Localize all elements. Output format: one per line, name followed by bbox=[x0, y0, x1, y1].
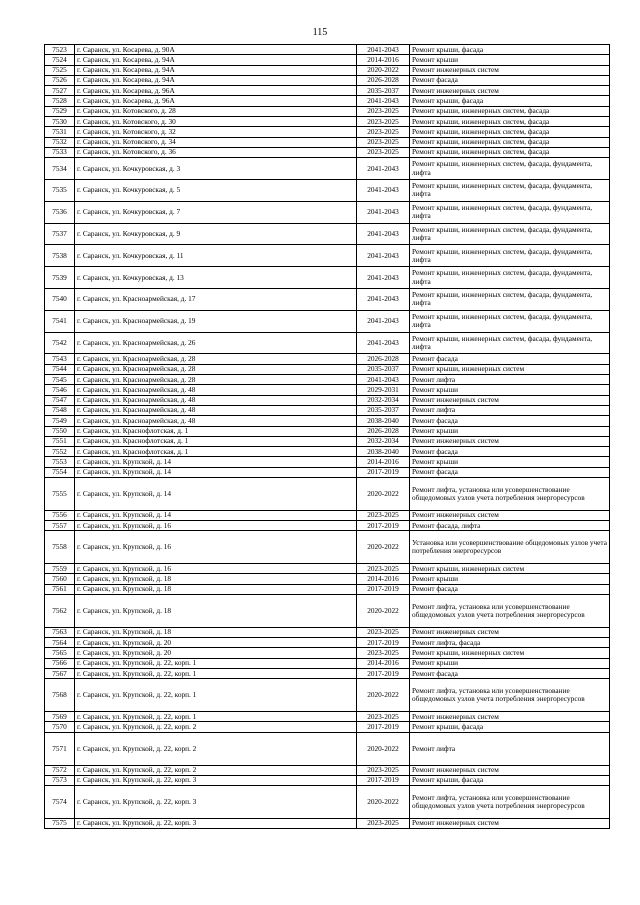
row-number: 7532 bbox=[45, 137, 75, 147]
row-number: 7561 bbox=[45, 584, 75, 594]
table-row bbox=[45, 310, 610, 332]
table-row bbox=[45, 531, 610, 564]
row-number: 7528 bbox=[45, 96, 75, 106]
row-period: 2026-2028 bbox=[357, 75, 410, 85]
row-period: 2041-2043 bbox=[357, 158, 410, 180]
row-period: 2020-2022 bbox=[357, 595, 410, 628]
row-address: г. Саранск, ул. Косарева, д. 96А bbox=[75, 96, 357, 106]
row-address: г. Саранск, ул. Красноармейская, д. 48 bbox=[75, 416, 357, 426]
row-work-type: Ремонт крыши, инженерных систем, фасада, фундамента, лифта bbox=[410, 201, 610, 223]
row-work-type: Ремонт инженерных систем bbox=[410, 627, 610, 637]
row-period: 2020-2022 bbox=[357, 732, 410, 765]
row-address: г. Саранск, ул. Косарева, д. 90А bbox=[75, 45, 357, 55]
row-work-type: Ремонт крыши, инженерных систем, фасада, фундамента, лифта bbox=[410, 180, 610, 202]
row-work-type: Ремонт лифта bbox=[410, 375, 610, 385]
row-address: г. Саранск, ул. Крупской, д. 22, корп. 1 bbox=[75, 712, 357, 722]
table-row bbox=[45, 627, 610, 637]
table-row bbox=[45, 127, 610, 137]
row-work-type: Ремонт инженерных систем bbox=[410, 712, 610, 722]
row-work-type: Ремонт крыши, инженерных систем, фасада bbox=[410, 117, 610, 127]
row-work-type: Ремонт лифта, установка или усовершенствование общедомовых узлов учета потребления энергоресурсов bbox=[410, 595, 610, 628]
row-number: 7540 bbox=[45, 289, 75, 311]
row-period: 2041-2043 bbox=[357, 310, 410, 332]
table-row bbox=[45, 332, 610, 354]
row-number: 7562 bbox=[45, 595, 75, 628]
row-period: 2038-2040 bbox=[357, 416, 410, 426]
row-period: 2023-2025 bbox=[357, 627, 410, 637]
row-period: 2014-2016 bbox=[357, 574, 410, 584]
row-work-type: Ремонт крыши, инженерных систем, фасада, фундамента, лифта bbox=[410, 332, 610, 354]
row-address: г. Саранск, ул. Крупской, д. 22, корп. 2 bbox=[75, 722, 357, 732]
table-row bbox=[45, 457, 610, 467]
row-period: 2014-2016 bbox=[357, 658, 410, 668]
row-address: г. Саранск, ул. Косарева, д. 96А bbox=[75, 86, 357, 96]
row-work-type: Ремонт фасада bbox=[410, 584, 610, 594]
row-work-type: Ремонт крыши, фасада bbox=[410, 722, 610, 732]
row-period: 2026-2028 bbox=[357, 426, 410, 436]
row-address: г. Саранск, ул. Котовского, д. 28 bbox=[75, 106, 357, 116]
row-period: 2020-2022 bbox=[357, 478, 410, 511]
row-period: 2017-2019 bbox=[357, 521, 410, 531]
row-number: 7573 bbox=[45, 775, 75, 785]
table-row bbox=[45, 75, 610, 85]
row-period: 2023-2025 bbox=[357, 137, 410, 147]
table-row bbox=[45, 775, 610, 785]
row-period: 2020-2022 bbox=[357, 531, 410, 564]
row-address: г. Саранск, ул. Крупской, д. 22, корп. 3 bbox=[75, 775, 357, 785]
row-address: г. Саранск, ул. Крупской, д. 22, корп. 2 bbox=[75, 732, 357, 765]
row-number: 7557 bbox=[45, 521, 75, 531]
row-work-type: Ремонт крыши, инженерных систем bbox=[410, 648, 610, 658]
table-row bbox=[45, 147, 610, 157]
row-work-type: Ремонт фасада bbox=[410, 75, 610, 85]
table-row bbox=[45, 395, 610, 405]
table-row bbox=[45, 65, 610, 75]
row-work-type: Ремонт лифта, установка или усовершенствование общедомовых узлов учета потребления энергоресурсов bbox=[410, 679, 610, 712]
row-work-type: Ремонт лифта, установка или усовершенствование общедомовых узлов учета потребления энергоресурсов bbox=[410, 786, 610, 819]
table-row bbox=[45, 158, 610, 180]
row-address: г. Саранск, ул. Косарева, д. 94А bbox=[75, 55, 357, 65]
row-period: 2023-2025 bbox=[357, 147, 410, 157]
table-row bbox=[45, 45, 610, 55]
row-period: 2017-2019 bbox=[357, 775, 410, 785]
row-work-type: Ремонт фасада, лифта bbox=[410, 521, 610, 531]
row-number: 7546 bbox=[45, 385, 75, 395]
row-address: г. Саранск, ул. Крупской, д. 18 bbox=[75, 595, 357, 628]
row-address: г. Саранск, ул. Котовского, д. 30 bbox=[75, 117, 357, 127]
row-period: 2017-2019 bbox=[357, 467, 410, 477]
row-address: г. Саранск, ул. Котовского, д. 34 bbox=[75, 137, 357, 147]
row-period: 2035-2037 bbox=[357, 86, 410, 96]
row-period: 2038-2040 bbox=[357, 447, 410, 457]
row-address: г. Саранск, ул. Красноармейская, д. 28 bbox=[75, 364, 357, 374]
row-number: 7570 bbox=[45, 722, 75, 732]
row-address: г. Саранск, ул. Красноармейская, д. 28 bbox=[75, 375, 357, 385]
row-period: 2017-2019 bbox=[357, 722, 410, 732]
row-period: 2023-2025 bbox=[357, 818, 410, 828]
row-period: 2041-2043 bbox=[357, 201, 410, 223]
table-row bbox=[45, 180, 610, 202]
row-number: 7559 bbox=[45, 564, 75, 574]
table-row bbox=[45, 289, 610, 311]
row-work-type: Ремонт инженерных систем bbox=[410, 86, 610, 96]
row-period: 2023-2025 bbox=[357, 564, 410, 574]
row-number: 7523 bbox=[45, 45, 75, 55]
row-number: 7574 bbox=[45, 786, 75, 819]
row-address: г. Саранск, ул. Крупской, д. 16 bbox=[75, 564, 357, 574]
row-work-type: Ремонт крыши, инженерных систем, фасада, фундамента, лифта bbox=[410, 289, 610, 311]
row-number: 7556 bbox=[45, 510, 75, 520]
row-address: г. Саранск, ул. Крупской, д. 16 bbox=[75, 521, 357, 531]
row-address: г. Саранск, ул. Котовского, д. 36 bbox=[75, 147, 357, 157]
row-number: 7547 bbox=[45, 395, 75, 405]
row-number: 7569 bbox=[45, 712, 75, 722]
row-address: г. Саранск, ул. Краснофлотская, д. 1 bbox=[75, 436, 357, 446]
table-row bbox=[45, 416, 610, 426]
row-address: г. Саранск, ул. Красноармейская, д. 48 bbox=[75, 385, 357, 395]
row-address: г. Саранск, ул. Косарева, д. 94А bbox=[75, 65, 357, 75]
table-row bbox=[45, 510, 610, 520]
row-work-type: Ремонт крыши, инженерных систем, фасада bbox=[410, 127, 610, 137]
table-row bbox=[45, 712, 610, 722]
row-number: 7534 bbox=[45, 158, 75, 180]
row-work-type: Ремонт крыши, инженерных систем, фасада, фундамента, лифта bbox=[410, 158, 610, 180]
row-work-type: Ремонт крыши, инженерных систем, фасада bbox=[410, 106, 610, 116]
row-number: 7529 bbox=[45, 106, 75, 116]
row-address: г. Саранск, ул. Котовского, д. 32 bbox=[75, 127, 357, 137]
row-number: 7530 bbox=[45, 117, 75, 127]
table-row bbox=[45, 638, 610, 648]
row-address: г. Саранск, ул. Крупской, д. 20 bbox=[75, 638, 357, 648]
table-row bbox=[45, 137, 610, 147]
row-address: г. Саранск, ул. Крупской, д. 14 bbox=[75, 457, 357, 467]
row-address: г. Саранск, ул. Крупской, д. 18 bbox=[75, 574, 357, 584]
row-work-type: Ремонт крыши, инженерных систем, фасада bbox=[410, 147, 610, 157]
row-work-type: Установка или усовершенствование общедомовых узлов учета потребления энергоресурсов bbox=[410, 531, 610, 564]
table-row bbox=[45, 467, 610, 477]
row-number: 7538 bbox=[45, 245, 75, 267]
row-work-type: Ремонт крыши, фасада bbox=[410, 45, 610, 55]
table-row bbox=[45, 426, 610, 436]
table-row bbox=[45, 447, 610, 457]
row-period: 2032-2034 bbox=[357, 395, 410, 405]
row-number: 7541 bbox=[45, 310, 75, 332]
row-period: 2035-2037 bbox=[357, 364, 410, 374]
row-work-type: Ремонт крыши bbox=[410, 55, 610, 65]
row-period: 2041-2043 bbox=[357, 96, 410, 106]
row-number: 7531 bbox=[45, 127, 75, 137]
table-row bbox=[45, 722, 610, 732]
row-address: г. Саранск, ул. Крупской, д. 16 bbox=[75, 531, 357, 564]
row-period: 2026-2028 bbox=[357, 354, 410, 364]
row-address: г. Саранск, ул. Кочкуровская, д. 11 bbox=[75, 245, 357, 267]
row-address: г. Саранск, ул. Красноармейская, д. 17 bbox=[75, 289, 357, 311]
row-number: 7545 bbox=[45, 375, 75, 385]
row-address: г. Саранск, ул. Красноармейская, д. 19 bbox=[75, 310, 357, 332]
row-address: г. Саранск, ул. Крупской, д. 22, корп. 3 bbox=[75, 786, 357, 819]
row-work-type: Ремонт фасада bbox=[410, 447, 610, 457]
row-period: 2041-2043 bbox=[357, 289, 410, 311]
row-number: 7533 bbox=[45, 147, 75, 157]
row-work-type: Ремонт крыши, инженерных систем, фасада, фундамента, лифта bbox=[410, 310, 610, 332]
row-period: 2020-2022 bbox=[357, 679, 410, 712]
row-number: 7565 bbox=[45, 648, 75, 658]
row-address: г. Саранск, ул. Крупской, д. 14 bbox=[75, 467, 357, 477]
row-number: 7544 bbox=[45, 364, 75, 374]
row-number: 7572 bbox=[45, 765, 75, 775]
row-work-type: Ремонт крыши, инженерных систем bbox=[410, 364, 610, 374]
table-row bbox=[45, 117, 610, 127]
row-work-type: Ремонт лифта bbox=[410, 405, 610, 415]
row-address: г. Саранск, ул. Крупской, д. 22, корп. 1 bbox=[75, 669, 357, 679]
row-period: 2041-2043 bbox=[357, 245, 410, 267]
row-number: 7526 bbox=[45, 75, 75, 85]
table-row bbox=[45, 595, 610, 628]
row-period: 2035-2037 bbox=[357, 405, 410, 415]
table-row bbox=[45, 584, 610, 594]
table-row bbox=[45, 436, 610, 446]
row-number: 7550 bbox=[45, 426, 75, 436]
row-number: 7524 bbox=[45, 55, 75, 65]
row-work-type: Ремонт фасада bbox=[410, 467, 610, 477]
row-period: 2014-2016 bbox=[357, 55, 410, 65]
table-row bbox=[45, 364, 610, 374]
row-address: г. Саранск, ул. Косарева, д. 94А bbox=[75, 75, 357, 85]
row-address: г. Саранск, ул. Кочкуровская, д. 3 bbox=[75, 158, 357, 180]
row-period: 2023-2025 bbox=[357, 106, 410, 116]
row-number: 7537 bbox=[45, 223, 75, 245]
row-period: 2017-2019 bbox=[357, 669, 410, 679]
row-period: 2041-2043 bbox=[357, 267, 410, 289]
table-row bbox=[45, 267, 610, 289]
row-number: 7558 bbox=[45, 531, 75, 564]
row-work-type: Ремонт крыши bbox=[410, 457, 610, 467]
row-period: 2029-2031 bbox=[357, 385, 410, 395]
row-work-type: Ремонт фасада bbox=[410, 354, 610, 364]
row-number: 7539 bbox=[45, 267, 75, 289]
row-period: 2020-2022 bbox=[357, 786, 410, 819]
row-number: 7553 bbox=[45, 457, 75, 467]
row-number: 7571 bbox=[45, 732, 75, 765]
row-number: 7525 bbox=[45, 65, 75, 75]
row-number: 7535 bbox=[45, 180, 75, 202]
table-row bbox=[45, 478, 610, 511]
row-period: 2041-2043 bbox=[357, 45, 410, 55]
row-period: 2014-2016 bbox=[357, 457, 410, 467]
table-row bbox=[45, 385, 610, 395]
table-row bbox=[45, 732, 610, 765]
table-row bbox=[45, 574, 610, 584]
row-address: г. Саранск, ул. Красноармейская, д. 26 bbox=[75, 332, 357, 354]
row-address: г. Саранск, ул. Крупской, д. 20 bbox=[75, 648, 357, 658]
row-period: 2032-2034 bbox=[357, 436, 410, 446]
row-address: г. Саранск, ул. Краснофлотская, д. 1 bbox=[75, 447, 357, 457]
row-work-type: Ремонт крыши, инженерных систем, фасада, фундамента, лифта bbox=[410, 245, 610, 267]
table-body bbox=[45, 45, 610, 829]
table-row bbox=[45, 354, 610, 364]
row-work-type: Ремонт крыши, фасада bbox=[410, 96, 610, 106]
repair-schedule-table bbox=[44, 44, 610, 829]
row-number: 7527 bbox=[45, 86, 75, 96]
row-work-type: Ремонт инженерных систем bbox=[410, 765, 610, 775]
table-row bbox=[45, 245, 610, 267]
row-period: 2023-2025 bbox=[357, 117, 410, 127]
row-number: 7564 bbox=[45, 638, 75, 648]
table-row bbox=[45, 679, 610, 712]
row-work-type: Ремонт крыши bbox=[410, 658, 610, 668]
row-address: г. Саранск, ул. Красноармейская, д. 28 bbox=[75, 354, 357, 364]
row-number: 7554 bbox=[45, 467, 75, 477]
row-number: 7549 bbox=[45, 416, 75, 426]
row-work-type: Ремонт крыши bbox=[410, 574, 610, 584]
row-address: г. Саранск, ул. Кочкуровская, д. 9 bbox=[75, 223, 357, 245]
row-work-type: Ремонт крыши, инженерных систем bbox=[410, 564, 610, 574]
page-number: 115 bbox=[312, 27, 328, 38]
row-number: 7551 bbox=[45, 436, 75, 446]
row-number: 7555 bbox=[45, 478, 75, 511]
row-period: 2023-2025 bbox=[357, 127, 410, 137]
row-work-type: Ремонт инженерных систем bbox=[410, 510, 610, 520]
row-work-type: Ремонт крыши bbox=[410, 426, 610, 436]
row-work-type: Ремонт крыши, инженерных систем, фасада, фундамента, лифта bbox=[410, 267, 610, 289]
row-period: 2041-2043 bbox=[357, 375, 410, 385]
row-work-type: Ремонт лифта, установка или усовершенствование общедомовых узлов учета потребления энергоресурсов bbox=[410, 478, 610, 511]
row-work-type: Ремонт крыши, инженерных систем, фасада, фундамента, лифта bbox=[410, 223, 610, 245]
row-period: 2041-2043 bbox=[357, 223, 410, 245]
table-row bbox=[45, 405, 610, 415]
row-work-type: Ремонт крыши, инженерных систем, фасада bbox=[410, 137, 610, 147]
row-work-type: Ремонт крыши bbox=[410, 385, 610, 395]
row-address: г. Саранск, ул. Красноармейская, д. 48 bbox=[75, 395, 357, 405]
table-row bbox=[45, 55, 610, 65]
row-period: 2017-2019 bbox=[357, 584, 410, 594]
row-address: г. Саранск, ул. Крупской, д. 22, корп. 1 bbox=[75, 679, 357, 712]
row-number: 7566 bbox=[45, 658, 75, 668]
row-work-type: Ремонт крыши, фасада bbox=[410, 775, 610, 785]
row-work-type: Ремонт лифта bbox=[410, 732, 610, 765]
row-number: 7543 bbox=[45, 354, 75, 364]
row-address: г. Саранск, ул. Крупской, д. 22, корп. 3 bbox=[75, 818, 357, 828]
row-address: г. Саранск, ул. Крупской, д. 18 bbox=[75, 627, 357, 637]
table-row bbox=[45, 96, 610, 106]
row-work-type: Ремонт инженерных систем bbox=[410, 65, 610, 75]
row-period: 2017-2019 bbox=[357, 638, 410, 648]
row-period: 2023-2025 bbox=[357, 648, 410, 658]
table-row bbox=[45, 521, 610, 531]
row-work-type: Ремонт инженерных систем bbox=[410, 436, 610, 446]
row-work-type: Ремонт фасада bbox=[410, 416, 610, 426]
table-row bbox=[45, 375, 610, 385]
row-period: 2041-2043 bbox=[357, 180, 410, 202]
row-number: 7548 bbox=[45, 405, 75, 415]
row-number: 7567 bbox=[45, 669, 75, 679]
row-period: 2023-2025 bbox=[357, 712, 410, 722]
row-address: г. Саранск, ул. Крупской, д. 14 bbox=[75, 478, 357, 511]
row-address: г. Саранск, ул. Крупской, д. 22, корп. 2 bbox=[75, 765, 357, 775]
row-period: 2023-2025 bbox=[357, 765, 410, 775]
table-row bbox=[45, 765, 610, 775]
row-address: г. Саранск, ул. Краснофлотская, д. 1 bbox=[75, 426, 357, 436]
table-row bbox=[45, 106, 610, 116]
row-work-type: Ремонт лифта, фасада bbox=[410, 638, 610, 648]
table-row bbox=[45, 658, 610, 668]
row-period: 2023-2025 bbox=[357, 510, 410, 520]
table-row bbox=[45, 201, 610, 223]
row-address: г. Саранск, ул. Крупской, д. 18 bbox=[75, 584, 357, 594]
row-number: 7568 bbox=[45, 679, 75, 712]
row-work-type: Ремонт инженерных систем bbox=[410, 395, 610, 405]
row-address: г. Саранск, ул. Крупской, д. 14 bbox=[75, 510, 357, 520]
row-period: 2020-2022 bbox=[357, 65, 410, 75]
table-row bbox=[45, 818, 610, 828]
row-number: 7563 bbox=[45, 627, 75, 637]
row-address: г. Саранск, ул. Крупской, д. 22, корп. 1 bbox=[75, 658, 357, 668]
row-number: 7542 bbox=[45, 332, 75, 354]
table-row bbox=[45, 564, 610, 574]
row-address: г. Саранск, ул. Кочкуровская, д. 13 bbox=[75, 267, 357, 289]
table-row bbox=[45, 669, 610, 679]
row-address: г. Саранск, ул. Кочкуровская, д. 7 bbox=[75, 201, 357, 223]
row-address: г. Саранск, ул. Красноармейская, д. 48 bbox=[75, 405, 357, 415]
table-row bbox=[45, 86, 610, 96]
row-work-type: Ремонт инженерных систем bbox=[410, 818, 610, 828]
row-number: 7536 bbox=[45, 201, 75, 223]
row-period: 2041-2043 bbox=[357, 332, 410, 354]
table-row bbox=[45, 648, 610, 658]
table-row bbox=[45, 223, 610, 245]
row-address: г. Саранск, ул. Кочкуровская, д. 5 bbox=[75, 180, 357, 202]
row-number: 7575 bbox=[45, 818, 75, 828]
row-work-type: Ремонт фасада bbox=[410, 669, 610, 679]
row-number: 7560 bbox=[45, 574, 75, 584]
row-number: 7552 bbox=[45, 447, 75, 457]
table-row bbox=[45, 786, 610, 819]
